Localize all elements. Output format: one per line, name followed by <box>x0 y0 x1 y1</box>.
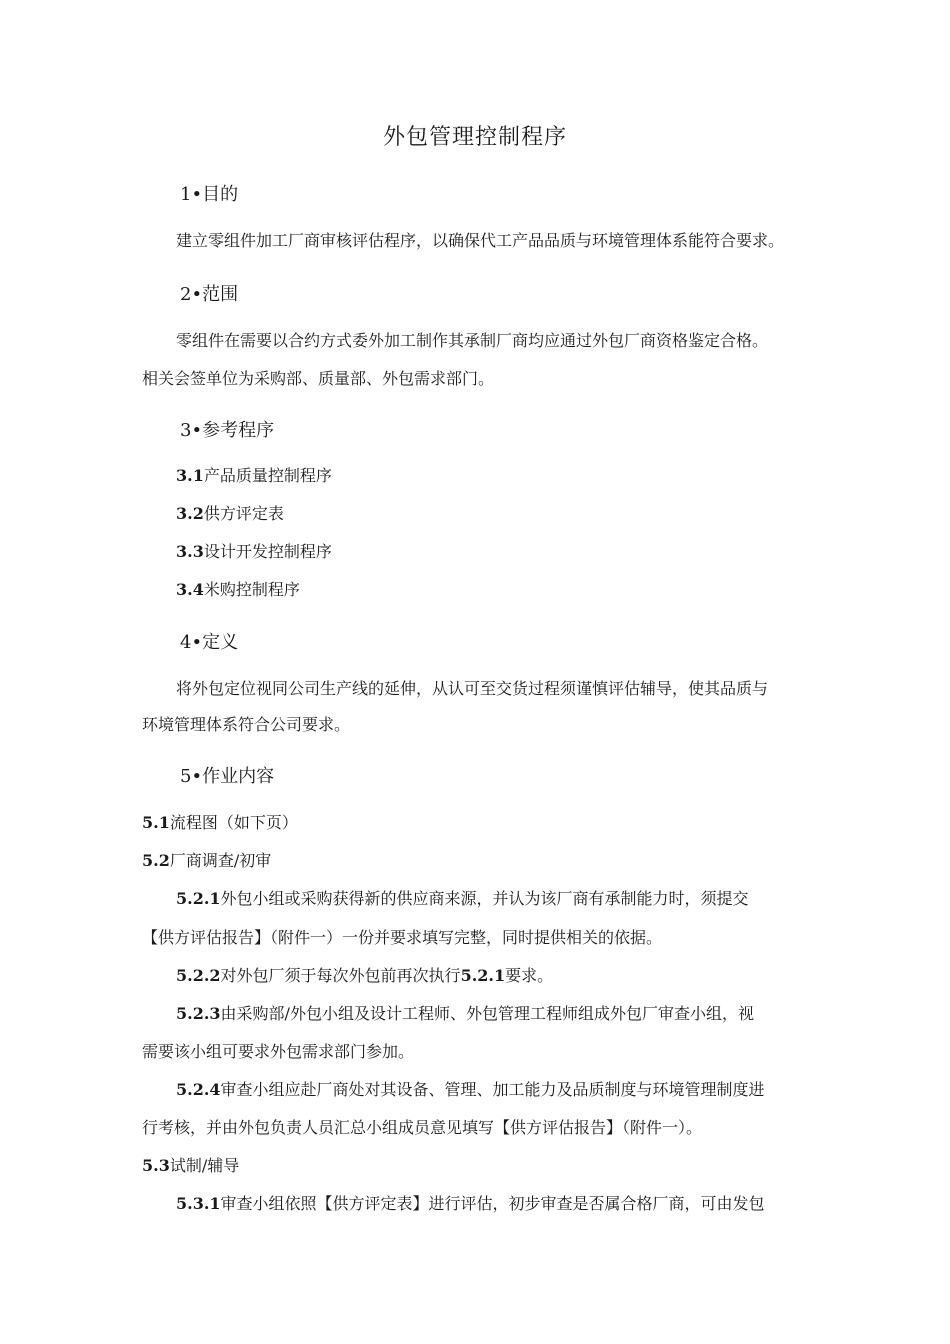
clause-5-2-4 <box>176 1079 765 1101</box>
clause-number: 5.2.2 <box>176 966 221 985</box>
clause-5-2-3-cont: 需要该小组可要求外包需求部门参加。 <box>142 1042 415 1061</box>
subsection-5-3 <box>142 1155 239 1177</box>
reference-item-number: 3.1 <box>176 466 204 485</box>
document-title: 外包管理控制程序 <box>382 125 567 150</box>
reference-item-text: 设计开发控制程序 <box>203 542 332 561</box>
reference-item-number: 3.2 <box>176 504 204 523</box>
section-4-paragraph: 将外包定位视同公司生产线的延伸，从认可至交货过程须谨慎评估辅导，使其品质与 <box>176 679 769 698</box>
clause-text: 审查小组依照【供方评定表】进行评估，初步审查是否属合格厂商，可由发包 <box>220 1194 765 1213</box>
subsection-number: 5.2 <box>142 851 170 870</box>
reference-item-text: 供方评定表 <box>203 504 284 523</box>
reference-item <box>176 541 332 563</box>
clause-text: 对外包厂须于每次外包前再次执行 <box>220 966 461 985</box>
reference-item-number: 3.4 <box>176 580 204 599</box>
reference-item <box>176 465 332 487</box>
section-2-heading: 2•范围 <box>180 284 239 305</box>
clause-5-2-1 <box>176 888 749 910</box>
reference-item-text: 米购控制程序 <box>203 580 300 599</box>
subsection-text: 流程图（如下页） <box>169 813 298 832</box>
clause-text: 审查小组应赴厂商处对其设备、管理、加工能力及品质制度与环境管理制度进 <box>220 1080 765 1099</box>
clause-5-2-2 <box>176 965 553 987</box>
clause-text-tail: 要求。 <box>505 966 554 985</box>
clause-number: 5.2.1 <box>176 889 221 908</box>
reference-item-number: 3.3 <box>176 542 204 561</box>
subsection-text: 试制/辅导 <box>169 1156 240 1175</box>
section-1-paragraph: 建立零组件加工厂商审核评估程序，以确保代工产品品质与环境管理体系能符合要求。 <box>176 231 785 250</box>
clause-text: 由采购部/外包小组及设计工程师、外包管理工程师组成外包厂审查小组，视 <box>220 1004 754 1023</box>
section-4-paragraph-cont: 环境管理体系符合公司要求。 <box>142 715 351 734</box>
section-1-heading: 1•目的 <box>180 184 239 205</box>
subsection-5-2 <box>142 850 271 872</box>
reference-item <box>176 503 284 525</box>
clause-number: 5.2.4 <box>176 1080 221 1099</box>
section-4-heading: 4•定义 <box>180 632 239 653</box>
clause-text: 外包小组或采购获得新的供应商来源，并认为该厂商有承制能力时，须提交 <box>220 889 749 908</box>
subsection-5-1 <box>142 812 298 834</box>
clause-number: 5.3.1 <box>176 1194 221 1213</box>
clause-5-2-4-cont: 行考核，并由外包负责人员汇总小组成员意见填写【供方评估报告】（附件一）。 <box>142 1118 703 1137</box>
section-2-paragraph: 零组件在需要以合约方式委外加工制作其承制厂商均应通过外包厂商资格鉴定合格。 <box>176 331 769 350</box>
clause-5-3-1 <box>176 1193 765 1215</box>
subsection-number: 5.1 <box>142 813 170 832</box>
reference-item-text: 产品质量控制程序 <box>203 466 332 485</box>
clause-5-2-1-cont: 【供方评估报告】（附件一）一份并要求填写完整，同时提供相关的依据。 <box>142 928 663 947</box>
subsection-number: 5.3 <box>142 1156 170 1175</box>
subsection-text: 厂商调查/初审 <box>169 851 272 870</box>
section-3-heading: 3•参考程序 <box>180 420 275 441</box>
clause-reference: 5.2.1 <box>460 966 506 985</box>
section-5-heading: 5•作业内容 <box>180 766 275 787</box>
reference-item <box>176 579 300 601</box>
clause-number: 5.2.3 <box>176 1004 221 1023</box>
clause-5-2-3 <box>176 1003 754 1025</box>
section-2-paragraph-cont: 相关会签单位为采购部、质量部、外包需求部门。 <box>142 369 495 388</box>
